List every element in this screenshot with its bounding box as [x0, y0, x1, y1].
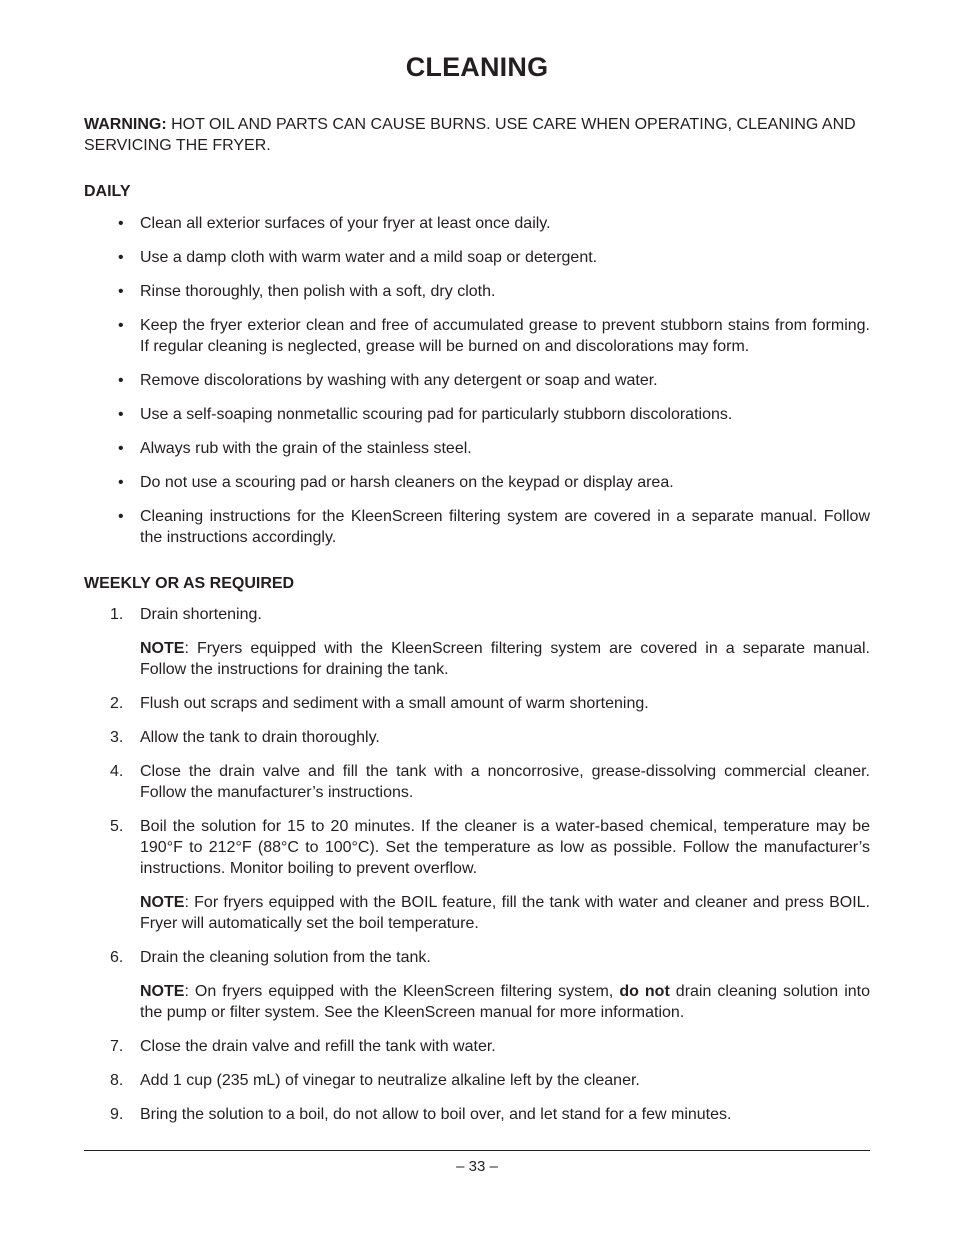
step-item — [84, 693, 870, 714]
step-item — [84, 761, 870, 803]
bullet-icon: • — [118, 508, 124, 525]
warning-label: WARNING: — [84, 116, 167, 133]
step-item — [84, 1070, 870, 1091]
step-number: 8. — [110, 1072, 124, 1089]
step-item — [84, 1104, 870, 1125]
step-number: 9. — [110, 1106, 124, 1123]
step-text: Bring the solution to a boil, do not allow to boil over, and let stand for a few minutes. — [140, 1106, 732, 1123]
bullet-icon: • — [118, 215, 124, 232]
step-number: 2. — [110, 695, 124, 712]
list-item — [84, 506, 870, 548]
step-number: 4. — [110, 763, 124, 780]
note-text-pre: : On fryers equipped with the KleenScreen filtering system, — [184, 983, 620, 1000]
bullet-icon: • — [118, 249, 124, 266]
step-text: Add 1 cup (235 mL) of vinegar to neutralize alkaline left by the cleaner. — [140, 1072, 640, 1089]
list-item-text: Always rub with the grain of the stainless steel. — [140, 440, 472, 457]
bullet-icon: • — [118, 474, 124, 491]
step-number: 1. — [110, 606, 124, 623]
step-item — [84, 947, 870, 1023]
note-emphasis: do not — [619, 983, 670, 1000]
list-item — [84, 370, 870, 391]
footer-divider — [84, 1150, 870, 1151]
step-note — [140, 892, 870, 934]
step-item — [84, 1036, 870, 1057]
step-text: Allow the tank to drain thoroughly. — [140, 729, 380, 746]
step-note — [140, 638, 870, 680]
step-item — [84, 816, 870, 934]
step-number: 3. — [110, 729, 124, 746]
step-text: Close the drain valve and refill the tank with water. — [140, 1038, 496, 1055]
list-item-text: Cleaning instructions for the KleenScreen filtering system are covered in a separate manual. Follow the instructions accordingly. — [140, 508, 870, 546]
step-text: Flush out scraps and sediment with a small amount of warm shortening. — [140, 695, 649, 712]
daily-bullet-list — [84, 213, 870, 561]
bullet-icon: • — [118, 317, 124, 334]
page-number: – 33 – — [456, 1158, 498, 1175]
step-text: Close the drain valve and fill the tank with a noncorrosive, grease-dissolving commercial cleaner. Follow the manufacturer’s instructions. — [140, 763, 870, 801]
note-text: : Fryers equipped with the KleenScreen filtering system are covered in a separate manual. Follow the instructions for draining the tank. — [140, 640, 870, 678]
bullet-icon: • — [118, 406, 124, 423]
list-item — [84, 281, 870, 302]
step-number: 7. — [110, 1038, 124, 1055]
bullet-icon: • — [118, 440, 124, 457]
warning-text: HOT OIL AND PARTS CAN CAUSE BURNS. USE CARE WHEN OPERATING, CLEANING AND SERVICING THE FRYER. — [84, 116, 856, 154]
note-label: NOTE — [140, 983, 185, 1000]
step-text: Drain shortening. — [140, 606, 262, 623]
weekly-heading: WEEKLY OR AS REQUIRED — [84, 575, 295, 592]
step-number: 6. — [110, 949, 124, 966]
note-label: NOTE — [140, 894, 185, 911]
list-item-text: Keep the fryer exterior clean and free of accumulated grease to prevent stubborn stains from forming. If regular cleaning is neglected, grease will be burned on and discolorations may form. — [140, 317, 870, 355]
list-item-text: Use a self-soaping nonmetallic scouring pad for particularly stubborn discolorations. — [140, 406, 733, 423]
list-item-text: Use a damp cloth with warm water and a mild soap or detergent. — [140, 249, 598, 266]
bullet-icon: • — [118, 283, 124, 300]
list-item-text: Clean all exterior surfaces of your fryer at least once daily. — [140, 215, 551, 232]
step-text: Boil the solution for 15 to 20 minutes. If the cleaner is a water-based chemical, temperature may be 190°F to 212°F (88°C to 100°C). Set the temperature as low as possible. Follow the manufacturer’s instructions. Monitor boiling to prevent overflow. — [140, 818, 870, 877]
step-note — [140, 981, 870, 1023]
note-label: NOTE — [140, 640, 185, 657]
weekly-step-list — [84, 604, 870, 1138]
bullet-icon: • — [118, 372, 124, 389]
note-text-post: drain cleaning solution into the pump or filter system. See the KleenScreen manual for more information. — [140, 983, 871, 1021]
step-number: 5. — [110, 818, 124, 835]
daily-heading: DAILY — [84, 183, 131, 200]
list-item-text: Rinse thoroughly, then polish with a soft, dry cloth. — [140, 283, 496, 300]
page-title: CLEANING — [405, 52, 549, 82]
note-text: : For fryers equipped with the BOIL feature, fill the tank with water and cleaner and press BOIL. Fryer will automatically set the boil temperature. — [140, 894, 870, 932]
list-item — [84, 247, 870, 268]
list-item-text: Remove discolorations by washing with any detergent or soap and water. — [140, 372, 658, 389]
step-text: Drain the cleaning solution from the tank. — [140, 949, 431, 966]
warning-paragraph — [84, 114, 870, 156]
list-item — [84, 404, 870, 425]
list-item — [84, 438, 870, 459]
list-item — [84, 213, 870, 234]
step-item — [84, 727, 870, 748]
list-item-text: Do not use a scouring pad or harsh cleaners on the keypad or display area. — [140, 474, 674, 491]
step-item — [84, 604, 870, 680]
list-item — [84, 472, 870, 493]
list-item — [84, 315, 870, 357]
